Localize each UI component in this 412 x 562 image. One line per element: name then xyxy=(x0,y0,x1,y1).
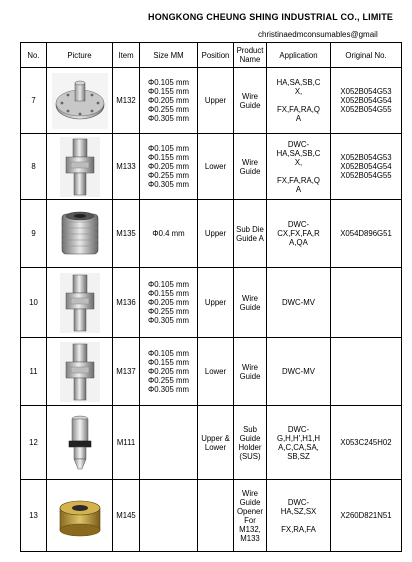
wire-guide-pin-image xyxy=(48,273,111,333)
wire-guide-pin-image xyxy=(48,342,111,402)
position: Lower xyxy=(198,134,234,200)
size-value: Φ0.105 mm xyxy=(148,280,189,289)
col-header-no: No. xyxy=(21,43,47,68)
wire-guide-pin-image xyxy=(48,137,111,197)
row-number: 9 xyxy=(21,200,47,268)
size-list xyxy=(140,406,198,480)
size-value: Φ0.155 mm xyxy=(148,153,189,162)
row-number: 11 xyxy=(21,338,47,406)
application-line: A xyxy=(295,114,302,123)
application-list xyxy=(267,134,331,200)
product-name: Wire Guide xyxy=(234,338,267,406)
size-value: Φ0.255 mm xyxy=(148,171,189,180)
original-number: X052B054G55 xyxy=(340,105,392,114)
application-line: DWC- xyxy=(287,497,310,507)
table-row xyxy=(21,68,402,134)
row-number: 12 xyxy=(21,406,47,480)
original-number-list xyxy=(331,406,402,480)
table-header-row xyxy=(21,43,402,68)
size-value: Φ0.205 mm xyxy=(148,162,189,171)
application-line xyxy=(268,96,329,105)
application-list xyxy=(267,200,331,268)
table-row xyxy=(21,480,402,552)
application-line xyxy=(268,167,329,176)
application-line: FX,FA,RA,Q xyxy=(277,105,320,114)
original-number-list xyxy=(331,200,402,268)
application-line: HA,SA,SB,C xyxy=(276,148,321,158)
original-number: X052B054G54 xyxy=(340,162,392,171)
company-name: HONGKONG CHEUNG SHING INDUSTRIAL CO., LIMITE xyxy=(148,12,394,22)
application-line: G,H,H',H1,H xyxy=(276,433,321,443)
col-header-product-name: Product Name xyxy=(234,43,267,68)
col-header-picture: Picture xyxy=(47,43,113,68)
original-number-list xyxy=(331,68,402,134)
position: Upper xyxy=(198,200,234,268)
size-value: Φ0.205 mm xyxy=(148,96,189,105)
position: Upper xyxy=(198,268,234,338)
application-line: X, xyxy=(294,157,303,167)
product-picture xyxy=(47,200,113,268)
item-code: M135 xyxy=(113,200,140,268)
position xyxy=(198,480,234,552)
table-row xyxy=(21,406,402,480)
original-number: X052B054G53 xyxy=(340,153,392,162)
sub-die-guide-image xyxy=(48,208,111,260)
item-code: M132 xyxy=(113,68,140,134)
product-picture xyxy=(47,480,113,552)
size-value: Φ0.305 mm xyxy=(148,316,189,325)
original-number-list xyxy=(331,268,402,338)
product-name: Wire Guide Opener For M132, M133 xyxy=(234,480,267,552)
size-value: Φ0.155 mm xyxy=(148,289,189,298)
row-number: 13 xyxy=(21,480,47,552)
table-row xyxy=(21,268,402,338)
wire-guide-disc-image xyxy=(48,73,111,129)
application-line xyxy=(268,516,329,525)
row-number: 10 xyxy=(21,268,47,338)
application-line: HA,SZ,SX xyxy=(280,506,317,516)
product-name: Wire Guide xyxy=(234,68,267,134)
parts-table xyxy=(20,42,402,552)
application-line: DWC-MV xyxy=(282,298,315,307)
size-list xyxy=(140,268,198,338)
size-value: Φ0.105 mm xyxy=(148,349,189,358)
application-line: FX,FA,RA,Q xyxy=(277,175,320,185)
position: Upper & Lower xyxy=(198,406,234,480)
application-line: DWC-MV xyxy=(282,367,315,376)
application-list xyxy=(267,268,331,338)
application-list xyxy=(267,68,331,134)
size-value: Φ0.105 mm xyxy=(148,144,189,153)
size-value: Φ0.255 mm xyxy=(148,105,189,114)
row-number: 7 xyxy=(21,68,47,134)
size-list xyxy=(140,480,198,552)
table-row xyxy=(21,134,402,200)
application-line: SB,SZ xyxy=(287,451,310,461)
original-number-list xyxy=(331,338,402,406)
size-value: Φ0.255 mm xyxy=(148,376,189,385)
product-picture xyxy=(47,406,113,480)
col-header-application: Application xyxy=(267,43,331,68)
col-header-original-no: Original No. xyxy=(331,43,402,68)
application-line: A,C,CA,SA, xyxy=(278,442,319,452)
row-number: 8 xyxy=(21,134,47,200)
item-code: M111 xyxy=(113,406,140,480)
product-name: Sub Die Guide A xyxy=(234,200,267,268)
col-header-size: Size MM xyxy=(140,43,198,68)
size-value: Φ0.305 mm xyxy=(148,114,189,123)
application-list xyxy=(267,480,331,552)
application-list xyxy=(267,406,331,480)
product-picture xyxy=(47,338,113,406)
application-line: DWC- xyxy=(287,424,310,434)
size-value: Φ0.305 mm xyxy=(148,385,189,394)
item-code: M136 xyxy=(113,268,140,338)
item-code: M137 xyxy=(113,338,140,406)
col-header-position: Position xyxy=(198,43,234,68)
size-value: Φ0.305 mm xyxy=(148,180,189,189)
size-value: Φ0.255 mm xyxy=(148,307,189,316)
application-line: CX,FX,FA,R xyxy=(277,229,320,238)
application-list xyxy=(267,338,331,406)
table-row xyxy=(21,200,402,268)
size-value: Φ0.105 mm xyxy=(148,78,189,87)
size-list xyxy=(140,200,198,268)
original-number: X052B054G55 xyxy=(340,171,392,180)
col-header-item: Item xyxy=(113,43,140,68)
original-number: X053C245H02 xyxy=(340,438,392,447)
original-number: X054D896G51 xyxy=(340,229,392,238)
item-code: M145 xyxy=(113,480,140,552)
table-body xyxy=(21,68,402,552)
application-line: HA,SA,SB,C xyxy=(276,78,321,87)
size-list xyxy=(140,338,198,406)
application-line: DWC- xyxy=(287,220,310,229)
original-number-list xyxy=(331,134,402,200)
product-name: Wire Guide xyxy=(234,134,267,200)
product-picture xyxy=(47,134,113,200)
company-email: christinaedmconsumables@gmail xyxy=(258,30,378,39)
product-picture xyxy=(47,68,113,134)
application-line: A xyxy=(295,184,302,194)
brass-opener-image xyxy=(48,490,111,542)
product-name: Sub Guide Holder (SUS) xyxy=(234,406,267,480)
size-value: Φ0.4 mm xyxy=(152,229,185,238)
product-name: Wire Guide xyxy=(234,268,267,338)
item-code: M133 xyxy=(113,134,140,200)
original-number: X260D821N51 xyxy=(340,511,392,520)
original-number: X052B054G54 xyxy=(340,96,392,105)
size-list xyxy=(140,134,198,200)
position: Upper xyxy=(198,68,234,134)
guide-holder-image xyxy=(48,413,111,473)
size-value: Φ0.155 mm xyxy=(148,87,189,96)
table-row xyxy=(21,338,402,406)
size-list xyxy=(140,68,198,134)
size-value: Φ0.155 mm xyxy=(148,358,189,367)
size-value: Φ0.205 mm xyxy=(148,367,189,376)
application-line: A,QA xyxy=(289,238,308,247)
application-line: X, xyxy=(294,87,303,96)
original-number: X052B054G53 xyxy=(340,87,392,96)
size-value: Φ0.205 mm xyxy=(148,298,189,307)
position: Lower xyxy=(198,338,234,406)
original-number-list xyxy=(331,480,402,552)
application-line: FX,RA,FA xyxy=(281,524,316,534)
product-picture xyxy=(47,268,113,338)
application-line: DWC- xyxy=(287,139,310,149)
